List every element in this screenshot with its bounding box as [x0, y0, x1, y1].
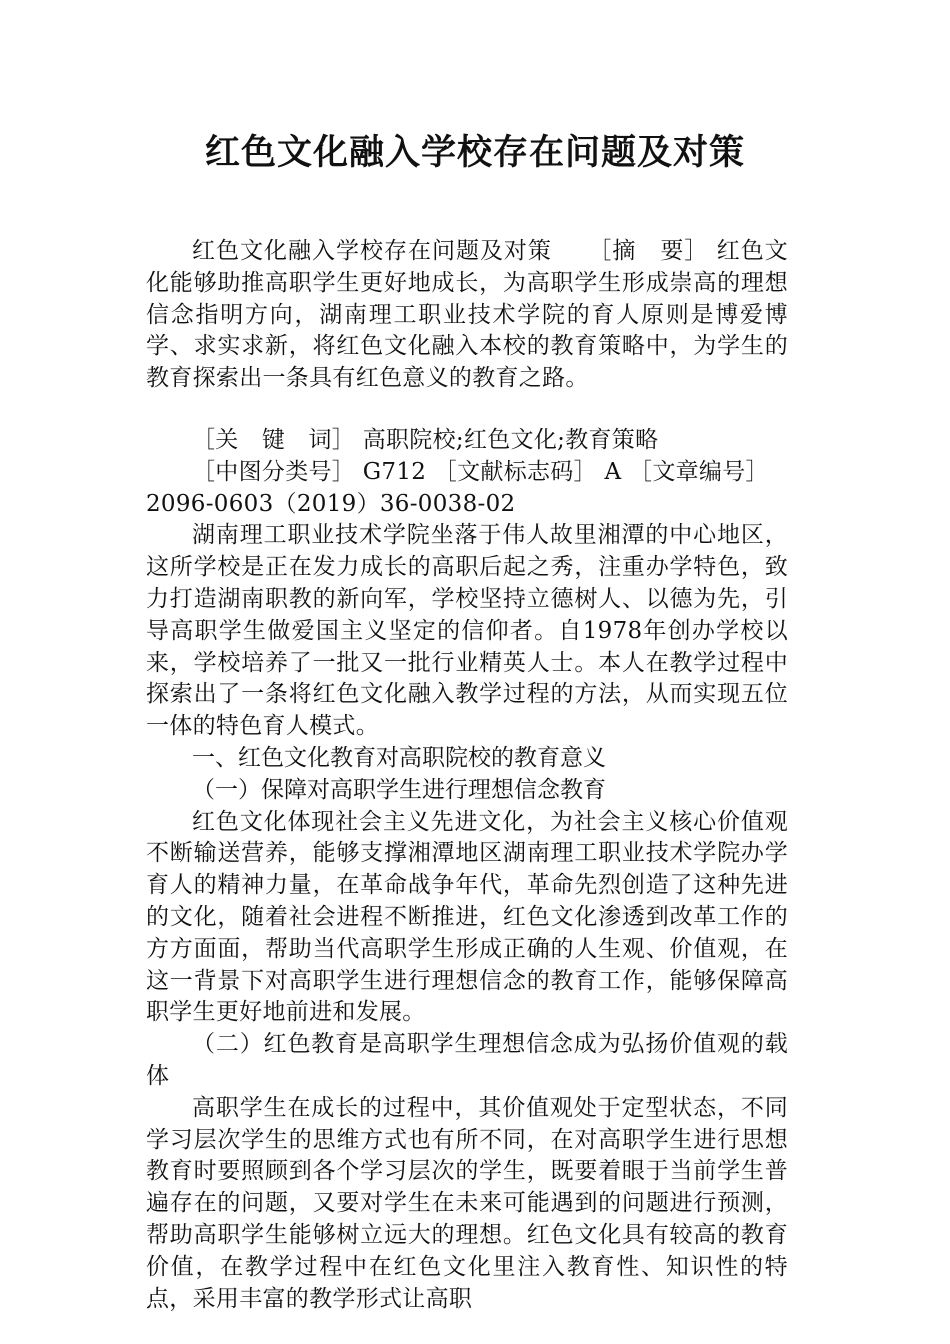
abstract-paragraph: 红色文化融入学校存在问题及对策 ［摘 要］ 红色文化能够助推高职学生更好地成长，为高职学生形成崇高的理想信念指明方向，湖南理工职业技术学院的育人原则是博爱博学、求实求新，将红色文化融入本校的教育策略中，为学生的教育探索出一条具有红色意义的教育之路。	[146, 238, 788, 392]
document-body	[146, 236, 788, 1315]
document-title: 红色文化融入学校存在问题及对策	[204, 133, 745, 173]
section-1-heading: 一、红色文化教育对高职院校的教育意义	[192, 744, 606, 771]
subsection-2-heading: （二）红色教育是高职学生理想信念成为弘扬价值观的载体	[146, 1031, 788, 1089]
subsection-2-paragraph: 高职学生在成长的过程中，其价值观处于定型状态，不同学习层次学生的思维方式也有所不同，在对高职学生进行思想教育时要照顾到各个学习层次的学生，既要着眼于当前学生普遍存在的问题，又要对学生在未来可能遇到的问题进行预测，帮助高职学生能够树立远大的理想。红色文化具有较高的教育价值，在教学过程中在红色文化里注入教育性、知识性的特点，采用丰富的教学形式让高职	[146, 1094, 788, 1312]
subsection-1-heading: （一）保障对高职学生进行理想信念教育	[192, 776, 606, 803]
article-number-line: 2096-0603（2019）36-0038-02	[146, 490, 516, 517]
subsection-1-paragraph: 红色文化体现社会主义先进文化，为社会主义核心价值观不断输送营养，能够支撑湘潭地区湖南理工职业技术学院办学育人的精神力量，在革命战争年代，革命先烈创造了这种先进的文化，随着社会进程不断推进，红色文化渗透到改革工作的方方面面，帮助当代高职学生形成正确的人生观、价值观，在这一背景下对高职学生进行理想信念的教育工作，能够保障高职学生更好地前进和发展。	[146, 808, 788, 1026]
classification-line: ［中图分类号］ G712 ［文献标志码］ A ［文章编号］	[192, 458, 769, 485]
keywords-line: ［关 键 词］ 高职院校;红色文化;教育策略	[192, 426, 659, 453]
intro-paragraph: 湖南理工职业技术学院坐落于伟人故里湘潭的中心地区，这所学校是正在发力成长的高职后起之秀，注重办学特色，致力打造湖南职教的新向军，学校坚持立德树人、以德为先，引导高职学生做爱国主义坚定的信仰者。自1978年创办学校以来，学校培养了一批又一批行业精英人士。本人在教学过程中探索出了一条将红色文化融入教学过程的方法，从而实现五位一体的特色育人模式。	[146, 522, 788, 740]
paragraph-gap	[146, 395, 788, 425]
